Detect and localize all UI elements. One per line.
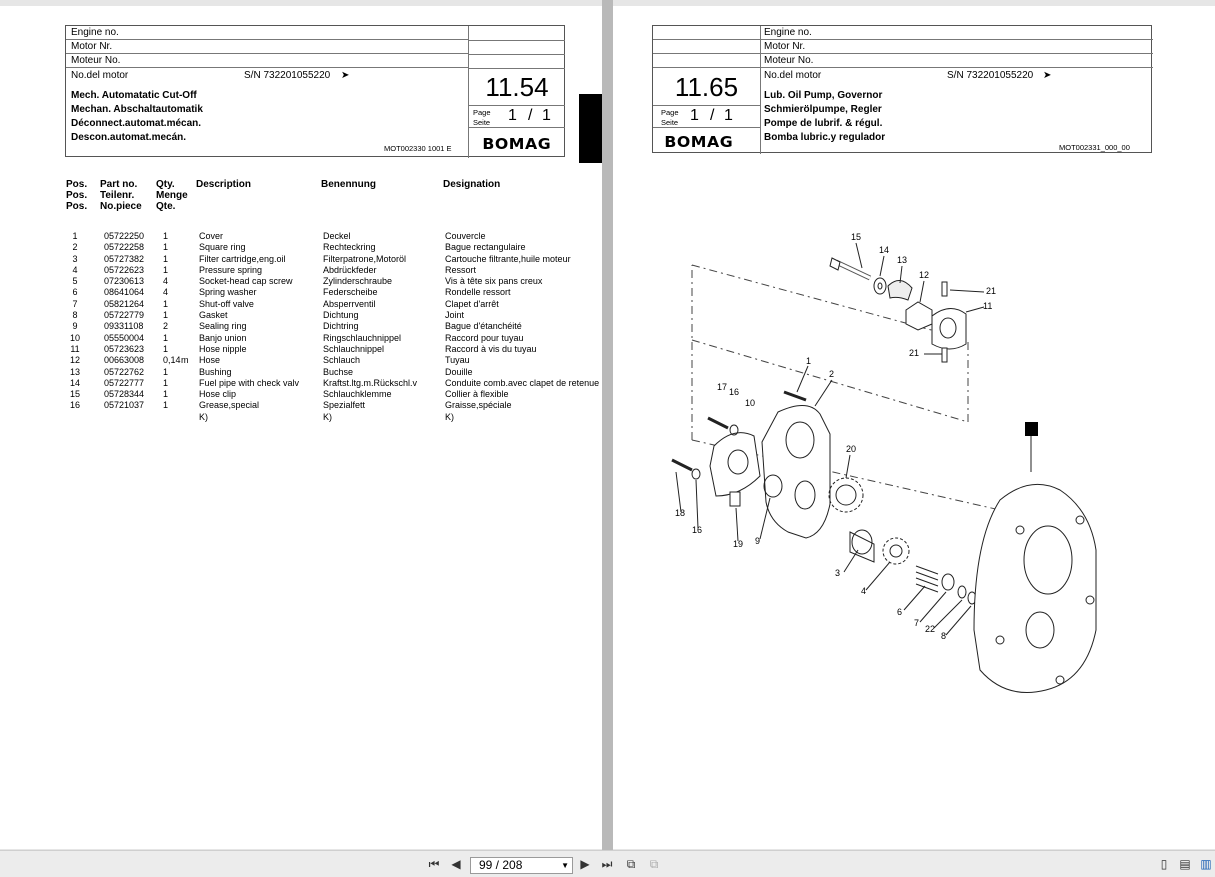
section-number: 11.65: [674, 72, 739, 102]
cell-part: 05722762: [104, 366, 145, 377]
cell-de: Kraftst.ltg.m.Rückschl.v: [323, 377, 418, 388]
cell-desc: Hose: [199, 355, 221, 366]
page-number: 1: [690, 107, 699, 124]
cell-pos: 8: [72, 310, 78, 321]
cell-desc: Fuel pipe with check valv: [199, 377, 300, 388]
cell-qty: 1: [163, 377, 169, 388]
page-total: 1: [724, 107, 733, 124]
document-code: MOT002331_000_00: [1059, 143, 1130, 152]
cell-qty: 1: [163, 343, 169, 354]
col-qty: Qty.: [156, 179, 175, 190]
cell-qty: 1: [163, 242, 169, 253]
cell-part: 05722258: [104, 242, 145, 253]
copy-to-clipboard-icon[interactable]: ⧉: [626, 857, 636, 871]
title-de: Schmierölpumpe, Regler: [764, 104, 882, 115]
callout-label: 17: [717, 382, 728, 392]
col-pos-fr: Pos.: [66, 201, 88, 212]
cell-fr: Douille: [445, 366, 473, 377]
cell-desc: K): [199, 411, 208, 422]
seite-label: Seite: [473, 118, 491, 127]
cell-qty: 2: [163, 321, 169, 332]
cell-qty: 0,14: [163, 355, 181, 366]
cell-part: 05721037: [104, 400, 145, 411]
page-label: Page: [473, 108, 491, 117]
two-page-view-icon[interactable]: ▥: [1200, 857, 1212, 871]
title-en: Lub. Oil Pump, Governor: [764, 90, 883, 101]
cell-pos: 9: [72, 321, 78, 332]
callout-label: 2: [829, 369, 835, 379]
callout-label: 15: [851, 232, 862, 242]
cell-qty: 1: [163, 298, 169, 309]
title-fr: Déconnect.automat.mécan.: [71, 118, 202, 129]
continuous-view-icon[interactable]: ▤: [1179, 857, 1191, 871]
cell-fr: Cartouche filtrante,huile moteur: [445, 253, 571, 264]
header-row-del-motor: [66, 69, 468, 83]
col-qty-fr: Qte.: [156, 201, 176, 212]
cell-fr: Bague d'étanchéité: [445, 321, 522, 332]
right-document-page: [613, 6, 1215, 849]
cell-part: 05550004: [104, 332, 145, 343]
cell-desc: Pressure spring: [199, 264, 263, 275]
cell-fr: Conduite comb.avec clapet de retenue: [445, 377, 600, 388]
callout-label: 19: [733, 539, 744, 549]
col-pos-de: Pos.: [66, 190, 88, 201]
cell-fr: Graisse,spéciale: [445, 400, 512, 411]
col-part: Part no.: [100, 179, 138, 190]
chevron-down-icon[interactable]: ▼: [561, 861, 569, 870]
cell-pos: 16: [69, 400, 80, 411]
cell-unit: m: [181, 355, 189, 366]
bomag-logo: BOMAG: [482, 135, 552, 153]
cell-part: 09331108: [104, 321, 144, 332]
col-designation: Designation: [443, 179, 501, 190]
callout-label: 16: [692, 525, 703, 535]
cell-part: 05723623: [104, 343, 145, 354]
last-page-icon[interactable]: ⏭: [601, 857, 613, 871]
title-de: Mechan. Abschaltautomatik: [71, 104, 203, 115]
callout-label: 3: [835, 568, 841, 578]
cell-fr: Tuyau: [445, 355, 470, 366]
cell-pos: 13: [69, 366, 80, 377]
cell-fr: Bague rectangulaire: [445, 242, 526, 253]
cell-qty: 1: [163, 400, 169, 411]
callout-label: 10: [745, 398, 756, 408]
cell-pos: 12: [69, 355, 80, 366]
cell-fr: Collier à flexible: [445, 389, 509, 400]
cell-pos: 14: [69, 377, 80, 388]
header-row-del-motor: [760, 69, 1150, 83]
page-separator: /: [710, 107, 715, 124]
page-display-text: 99 / 208: [479, 858, 523, 872]
cell-de: Absperrventil: [323, 298, 376, 309]
callout-label: 13: [897, 255, 908, 265]
header-row-motor: Motor Nr.: [66, 40, 468, 54]
callout-label: 14: [879, 245, 890, 255]
header-row-engine: Engine no.: [764, 27, 812, 38]
cell-de: Dichtring: [323, 321, 359, 332]
cell-qty: 1: [163, 366, 169, 377]
cell-desc: Cover: [199, 231, 224, 241]
cell-de: Ringschlauchnippel: [323, 332, 402, 343]
cell-fr: Raccord pour tuyau: [445, 332, 524, 343]
right-header-box: [652, 25, 1152, 153]
cell-desc: Spring washer: [199, 287, 257, 298]
cell-part: 05821264: [104, 298, 145, 309]
col-description: Description: [196, 179, 252, 190]
cell-desc: Filter cartridge,eng.oil: [199, 253, 286, 264]
cell-de: K): [323, 411, 332, 422]
callout-label: 12: [919, 270, 930, 280]
cell-desc: Bushing: [199, 366, 232, 377]
cell-fr: Ressort: [445, 264, 477, 275]
cell-pos: 11: [70, 343, 80, 354]
callout-label: 7: [914, 618, 920, 628]
cell-pos: 1: [72, 231, 78, 241]
cell-de: Federscheibe: [323, 287, 378, 298]
single-page-view-icon[interactable]: ▯: [1160, 857, 1168, 871]
cell-desc: Hose nipple: [199, 343, 247, 354]
seite-label: Seite: [661, 118, 679, 127]
cell-part: 00663008: [104, 355, 145, 366]
callout-label: 9: [755, 536, 761, 546]
serial-number: S/N 732201055220: [244, 70, 331, 81]
callout-label: 21: [909, 348, 920, 358]
cell-pos: 5: [72, 276, 78, 287]
page-label: Page: [661, 108, 679, 117]
callout-label: 1: [806, 356, 812, 366]
page-gutter: [602, 0, 613, 850]
callout-label: 6: [897, 607, 903, 617]
cell-pos: 2: [72, 242, 78, 253]
callout-label: 22: [925, 624, 936, 634]
page-total: 1: [542, 107, 551, 124]
cell-part: 05727382: [104, 253, 145, 264]
cell-pos: 4: [72, 264, 78, 275]
header-del-motor-label: No.del motor: [71, 70, 129, 81]
cell-de: Schlauchnippel: [323, 343, 385, 354]
cell-fr: K): [445, 411, 454, 422]
cell-part: 07230613: [104, 276, 145, 287]
callout-label: 4: [861, 586, 867, 596]
arrow-icon: ➤: [1043, 70, 1052, 81]
page-separator: /: [528, 107, 533, 124]
cell-pos: 6: [72, 287, 78, 298]
cell-desc: Grease,special: [199, 400, 260, 411]
cell-desc: Banjo union: [199, 332, 247, 343]
left-header-box: [65, 25, 565, 157]
cell-desc: Gasket: [199, 310, 228, 321]
cell-qty: 1: [163, 253, 169, 264]
cell-pos: 10: [69, 332, 80, 343]
page-number: 1: [508, 107, 517, 124]
chapter-tab-marker: [579, 94, 602, 163]
col-qty-de: Menge: [156, 190, 188, 201]
previous-page-icon[interactable]: ◀: [451, 857, 461, 871]
title-es: Bomba lubric.y regulador: [764, 132, 886, 143]
pdf-viewer-toolbar: [0, 850, 1215, 877]
cell-pos: 7: [72, 298, 78, 309]
cell-de: Spezialfett: [323, 400, 366, 411]
bomag-logo: BOMAG: [664, 133, 734, 151]
col-part-de: Teilenr.: [100, 190, 135, 201]
exploded-parts-diagram: [640, 220, 1110, 720]
cell-desc: Hose clip: [199, 389, 237, 400]
section-number: 11.54: [485, 72, 549, 102]
first-page-icon[interactable]: ⏮: [428, 857, 440, 871]
header-row-motor: Motor Nr.: [764, 41, 806, 52]
cell-de: Filterpatrone,Motoröl: [323, 253, 407, 264]
col-benennung: Benennung: [321, 179, 376, 190]
cell-desc: Square ring: [199, 242, 246, 253]
part-group-titles: [71, 89, 203, 145]
col-part-fr: No.piece: [100, 201, 142, 212]
cell-qty: 1: [163, 264, 169, 275]
col-pos: Pos.: [66, 179, 88, 190]
cell-desc: Socket-head cap screw: [199, 276, 293, 287]
cell-pos: 3: [72, 253, 78, 264]
cell-fr: Rondelle ressort: [445, 287, 511, 298]
cell-part: 05722250: [104, 231, 145, 241]
cell-part: 05722623: [104, 264, 145, 275]
header-row-moteur: Moteur No.: [66, 54, 468, 68]
cell-part: 05722777: [104, 377, 145, 388]
header-del-motor-label: No.del motor: [764, 70, 822, 81]
cell-qty: 1: [163, 310, 169, 321]
cell-de: Dichtung: [323, 310, 359, 321]
left-document-page: [0, 6, 602, 849]
cell-fr: Vis à tête six pans creux: [445, 276, 543, 287]
part-group-titles: [764, 89, 885, 145]
callout-label: 20: [846, 444, 857, 454]
callout-label: 16: [729, 387, 740, 397]
title-es: Descon.automat.mecán.: [71, 132, 187, 143]
cell-de: Rechteckring: [323, 242, 376, 253]
next-page-icon[interactable]: ▶: [580, 857, 590, 871]
cell-qty: 1: [163, 332, 169, 343]
cell-de: Buchse: [323, 366, 354, 377]
title-fr: Pompe de lubrif. & régul.: [764, 118, 883, 129]
cell-de: Abdrückfeder: [323, 264, 377, 275]
cell-fr: Clapet d'arrêt: [445, 298, 499, 309]
cell-qty: 1: [163, 389, 169, 400]
cell-de: Zylinderschraube: [323, 276, 393, 287]
cell-desc: Sealing ring: [199, 321, 247, 332]
cell-part: 05728344: [104, 389, 145, 400]
callout-label: 18: [675, 508, 686, 518]
document-code: MOT002330 1001 E: [384, 144, 452, 153]
cell-pos: 15: [69, 389, 80, 400]
title-en: Mech. Automatatic Cut-Off: [71, 90, 197, 101]
page-number-input[interactable]: [470, 857, 573, 874]
header-row-moteur: Moteur No.: [764, 55, 814, 66]
header-row-engine: Engine no.: [66, 26, 468, 40]
paste-icon[interactable]: ⧉: [649, 857, 659, 871]
cell-fr: Raccord à vis du tuyau: [445, 343, 537, 354]
callout-label: 21: [986, 286, 997, 296]
cell-part: 05722779: [104, 310, 145, 321]
cell-fr: Couvercle: [445, 231, 486, 241]
cell-qty: 4: [163, 287, 169, 298]
cell-part: 08641064: [104, 287, 145, 298]
cell-fr: Joint: [445, 310, 465, 321]
cell-de: Schlauch: [323, 355, 361, 366]
callout-label: 8: [941, 631, 947, 641]
cell-de: Schlauchklemme: [323, 389, 392, 400]
cell-qty: 1: [163, 231, 169, 241]
cell-qty: 4: [163, 276, 169, 287]
callout-label: 11: [983, 301, 993, 311]
arrow-icon: ➤: [341, 70, 350, 81]
cell-de: Deckel: [323, 231, 351, 241]
serial-number: S/N 732201055220: [947, 70, 1034, 81]
cell-desc: Shut-off valve: [199, 298, 254, 309]
